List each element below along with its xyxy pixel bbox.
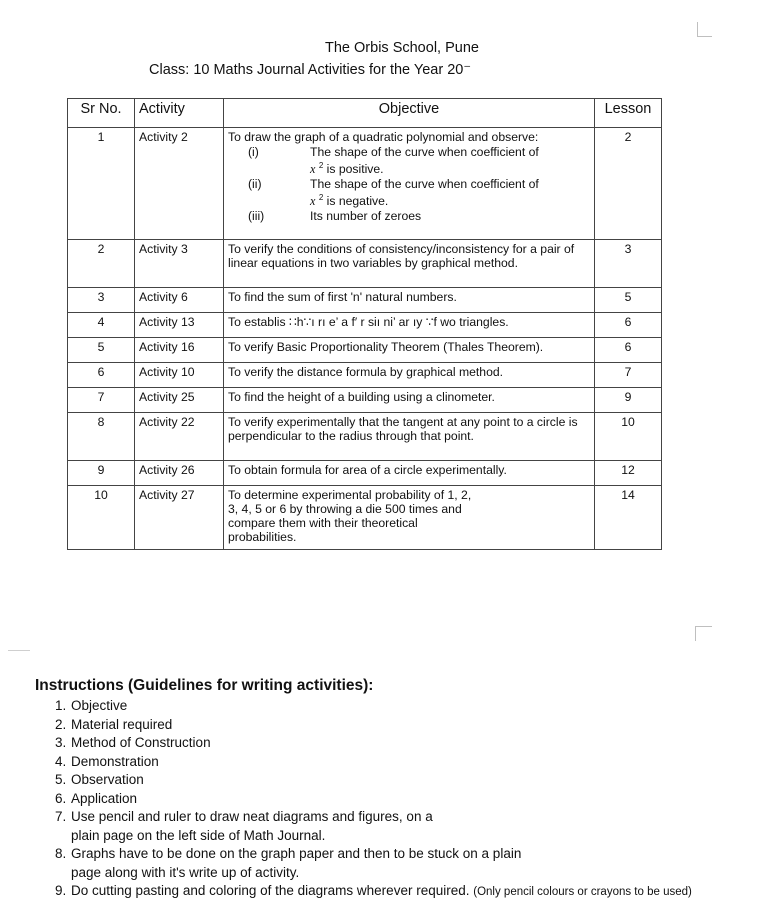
- column-header-lesson: Lesson: [595, 99, 662, 128]
- table-row: [68, 413, 662, 461]
- sub-item-number: (i): [248, 145, 259, 159]
- table-row: [68, 461, 662, 486]
- cell-sr-no: 2: [68, 240, 135, 288]
- cell-sr-no: 10: [68, 486, 135, 550]
- sub-item-text: The shape of the curve when coefficient of: [310, 145, 539, 159]
- cell-activity: Activity 6: [135, 288, 224, 313]
- table-header-row: [68, 99, 662, 128]
- item-text: Use pencil and ruler to draw neat diagrams and figures, on a: [71, 809, 433, 824]
- cell-sr-no: 5: [68, 338, 135, 363]
- cell-lesson: 12: [595, 461, 662, 486]
- instructions-title: Instructions (Guidelines for writing activities):: [35, 677, 374, 694]
- objective-text: To draw the graph of a quadratic polynomial and observe:: [228, 130, 539, 144]
- table-row: [68, 388, 662, 413]
- table-row: [68, 486, 662, 550]
- list-item: [55, 882, 755, 902]
- cell-activity: Activity 22: [135, 413, 224, 461]
- objective-sublist: [228, 145, 590, 223]
- cell-objective: [224, 128, 595, 240]
- cell-lesson: 6: [595, 313, 662, 338]
- list-item: [55, 716, 755, 735]
- page-margin-mark: [8, 650, 30, 651]
- item-text: Application: [71, 790, 138, 806]
- item-note: (Only pencil colours or crayons to be used): [473, 886, 692, 898]
- list-item: [228, 145, 590, 176]
- math-variable: x: [310, 194, 316, 209]
- item-text: Material required: [71, 716, 173, 732]
- cell-objective: To find the height of a building using a clinometer.: [224, 388, 595, 413]
- activities-table: [67, 98, 662, 550]
- list-item: [55, 790, 755, 809]
- item-text: Demonstration: [71, 753, 159, 769]
- cell-lesson: 2: [595, 128, 662, 240]
- instructions-list: [55, 697, 755, 902]
- cell-sr-no: 8: [68, 413, 135, 461]
- school-name: The Orbis School, Pune: [325, 40, 479, 56]
- table-row: [68, 363, 662, 388]
- list-item: [55, 808, 755, 845]
- sub-item-text: Its number of zeroes: [310, 209, 422, 224]
- cell-lesson: 7: [595, 363, 662, 388]
- math-exponent: 2: [318, 193, 324, 203]
- sub-item-number: (ii): [248, 177, 262, 192]
- item-text: Graphs have to be done on the graph paper and then to be stuck on a plain: [71, 846, 522, 861]
- cell-activity: Activity 10: [135, 363, 224, 388]
- item-number: 7.: [55, 809, 67, 824]
- item-number: 9.: [55, 883, 67, 898]
- cell-activity: Activity 2: [135, 128, 224, 240]
- column-header-objective: Objective: [224, 99, 595, 128]
- column-header-activity: Activity: [135, 99, 224, 128]
- cell-lesson: 3: [595, 240, 662, 288]
- cell-activity: Activity 27: [135, 486, 224, 550]
- cell-lesson: 9: [595, 388, 662, 413]
- cell-objective: To verify Basic Proportionality Theorem (Thales Theorem).: [224, 338, 595, 363]
- table-row: [68, 240, 662, 288]
- sub-item-tail: is positive.: [326, 162, 384, 177]
- item-number: 2.: [55, 716, 67, 732]
- cell-activity: Activity 13: [135, 313, 224, 338]
- item-text-continued: plain page on the left side of Math Journal.: [71, 827, 326, 843]
- table-row: [68, 288, 662, 313]
- cell-objective: To verify the distance formula by graphical method.: [224, 363, 595, 388]
- document-subtitle: Class: 10 Maths Journal Activities for the Year 20⁻: [149, 62, 471, 78]
- list-item: [55, 845, 755, 882]
- table-row: [68, 313, 662, 338]
- cell-sr-no: 3: [68, 288, 135, 313]
- cell-lesson: 14: [595, 486, 662, 550]
- cell-lesson: 10: [595, 413, 662, 461]
- cell-activity: Activity 25: [135, 388, 224, 413]
- cell-sr-no: 9: [68, 461, 135, 486]
- sub-item-text: The shape of the curve when coefficient of: [310, 177, 539, 192]
- cell-sr-no: 1: [68, 128, 135, 240]
- cell-objective: To obtain formula for area of a circle experimentally.: [224, 461, 595, 486]
- item-text: Objective: [71, 698, 128, 713]
- item-number: 3.: [55, 735, 67, 750]
- sub-item-number: (iii): [248, 209, 265, 224]
- list-item: [55, 697, 755, 716]
- cell-objective: To verify the conditions of consistency/inconsistency for a pair of linear equations in two variables by graphical method.: [224, 240, 595, 288]
- cell-lesson: 5: [595, 288, 662, 313]
- table-row: [68, 338, 662, 363]
- column-header-sr-no: Sr No.: [68, 99, 135, 128]
- list-item: [228, 209, 590, 223]
- item-number: 4.: [55, 753, 67, 769]
- item-number: 6.: [55, 790, 67, 806]
- page-corner-mark: [697, 22, 712, 37]
- cell-objective: To find the sum of first 'n' natural numbers.: [224, 288, 595, 313]
- cell-activity: Activity 16: [135, 338, 224, 363]
- table-row: [68, 128, 662, 240]
- item-text-continued: page along with it's write up of activity.: [71, 864, 300, 880]
- cell-activity: Activity 3: [135, 240, 224, 288]
- list-item: [55, 771, 755, 790]
- item-text: Method of Construction: [71, 735, 211, 750]
- cell-sr-no: 7: [68, 388, 135, 413]
- cell-sr-no: 4: [68, 313, 135, 338]
- list-item: [228, 177, 590, 208]
- cell-lesson: 6: [595, 338, 662, 363]
- cell-activity: Activity 26: [135, 461, 224, 486]
- math-variable: x: [310, 162, 316, 177]
- item-number: 5.: [55, 772, 67, 787]
- item-text: Observation: [71, 772, 144, 787]
- cell-objective: To verify experimentally that the tangent at any point to a circle is perpendicular to the radius through that point.: [224, 413, 595, 461]
- sub-item-tail: is negative.: [326, 194, 389, 209]
- item-number: 1.: [55, 698, 67, 713]
- item-text: Do cutting pasting and coloring of the diagrams wherever required.: [71, 883, 470, 898]
- math-exponent: 2: [318, 161, 324, 170]
- page-corner-mark: [695, 626, 712, 641]
- list-item: [55, 734, 755, 753]
- item-number: 8.: [55, 846, 67, 861]
- cell-sr-no: 6: [68, 363, 135, 388]
- list-item: [55, 753, 755, 772]
- cell-objective: To determine experimental probability of 1, 2, 3, 4, 5 or 6 by throwing a die 500 times and compare them with their theoretical probabilities.: [224, 486, 595, 550]
- cell-objective: To establis ∷h∵ı rı e’ a f′ r siı ni’ ar ıy ∵f wo triangles.: [224, 313, 595, 338]
